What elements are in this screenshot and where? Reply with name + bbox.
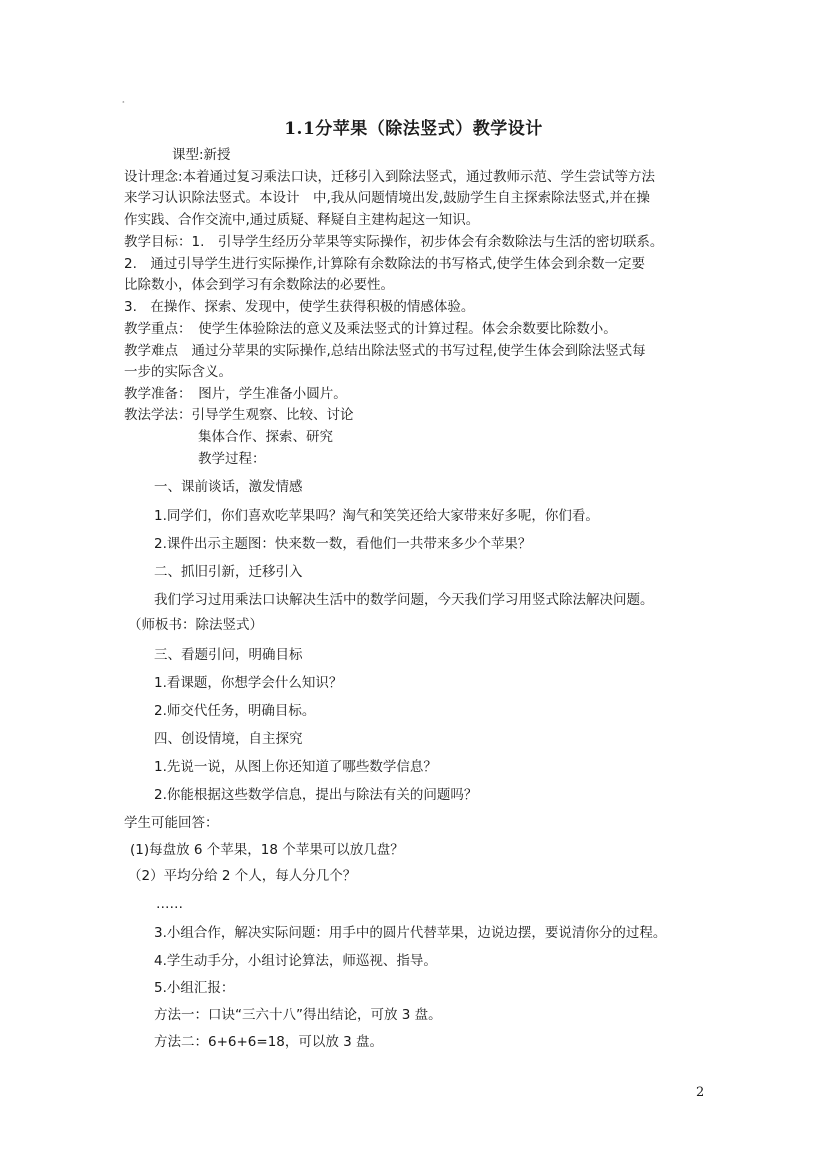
list-item: 1.看课题，你想学会什么知识？ (154, 675, 343, 691)
list-item: 2.师交代任务，明确目标。 (154, 703, 316, 719)
section-heading: 二、抓旧引新，迁移引入 (154, 564, 303, 580)
paragraph-line: 教学目标：1. 引导学生经历分苹果等实际操作，初步体会有余数除法与生活的密切联系。 (124, 234, 664, 250)
list-item: 方法一：口诀“三六十八”得出结论，可放 3 盘。 (154, 1007, 442, 1023)
ellipsis: …… (156, 896, 183, 912)
paragraph-line: 一步的实际含义。 (124, 364, 232, 380)
list-item: 2.你能根据这些数学信息，提出与除法有关的问题吗？ (154, 787, 478, 803)
list-item: （2）平均分给 2 个人，每人分几个？ (128, 868, 357, 884)
paragraph-line: 来学习认识除法竖式。本设计 中,我从问题情境出发,鼓励学生自主探索除法竖式,并在操 (124, 190, 650, 206)
paragraph-line: 教学准备： 图片，学生准备小圆片。 (124, 386, 347, 402)
list-item: 1.同学们，你们喜欢吃苹果吗？淘气和笑笑还给大家带来好多呢，你们看。 (154, 508, 599, 524)
paragraph-line: 2. 通过引导学生进行实际操作,计算除有余数除法的书写格式,使学生体会到余数一定要 (124, 256, 645, 272)
paragraph-line: 教法学法：引导学生观察、比较、讨论 (124, 407, 354, 423)
document-title: 1.1分苹果（除法竖式）教学设计 (284, 119, 543, 139)
paragraph-line: 学生可能回答： (124, 815, 219, 831)
paragraph-line: 我们学习过用乘法口诀解决生活中的数学问题，今天我们学习用竖式除法解决问题。 (154, 592, 654, 608)
paragraph-line: 教学难点 通过分苹果的实际操作,总结出除法竖式的书写过程,使学生体会到除法竖式每 (124, 343, 646, 359)
list-item: 1.先说一说，从图上你还知道了哪些数学信息？ (154, 759, 437, 775)
list-item: 方法二：6+6+6=18，可以放 3 盘。 (154, 1034, 384, 1050)
page-number: 2 (696, 1085, 705, 1100)
list-item: 3.小组合作，解决实际问题：用手中的圆片代替苹果，边说边摆，要说清你分的过程。 (154, 925, 667, 941)
section-heading: 三、看题引问，明确目标 (154, 647, 303, 663)
paragraph-line: 设计理念:本着通过复习乘法口诀，迁移引入到除法竖式，通过教师示范、学生尝试等方法 (124, 169, 656, 185)
paragraph-line: （师板书：除法竖式） (128, 617, 263, 633)
paragraph-line: 教学重点： 使学生体验除法的意义及乘法竖式的计算过程。体会余数要比除数小。 (124, 321, 617, 337)
lesson-type: 课型:新授 (172, 147, 231, 163)
list-item: 5.小组汇报： (154, 980, 235, 996)
paragraph-line: 集体合作、探索、研究 (198, 429, 333, 445)
section-heading: 教学过程： (198, 451, 266, 467)
section-heading: 一、课前谈话，激发情感 (154, 479, 303, 495)
paragraph-line: 3. 在操作、探索、发现中，使学生获得积极的情感体验。 (124, 299, 475, 315)
header-mark: ﾞ (122, 101, 126, 110)
list-item: 2.课件出示主题图：快来数一数，看他们一共带来多少个苹果？ (154, 536, 532, 552)
list-item: (1)每盘放 6 个苹果，18 个苹果可以放几盘？ (130, 842, 404, 858)
paragraph-line: 作实践、合作交流中,通过质疑、释疑自主建构起这一知识。 (124, 212, 480, 228)
section-heading: 四、创设情境，自主探究 (154, 731, 303, 747)
list-item: 4.学生动手分，小组讨论算法，师巡视、指导。 (154, 953, 437, 969)
paragraph-line: 比除数小，体会到学习有余数除法的必要性。 (124, 277, 394, 293)
